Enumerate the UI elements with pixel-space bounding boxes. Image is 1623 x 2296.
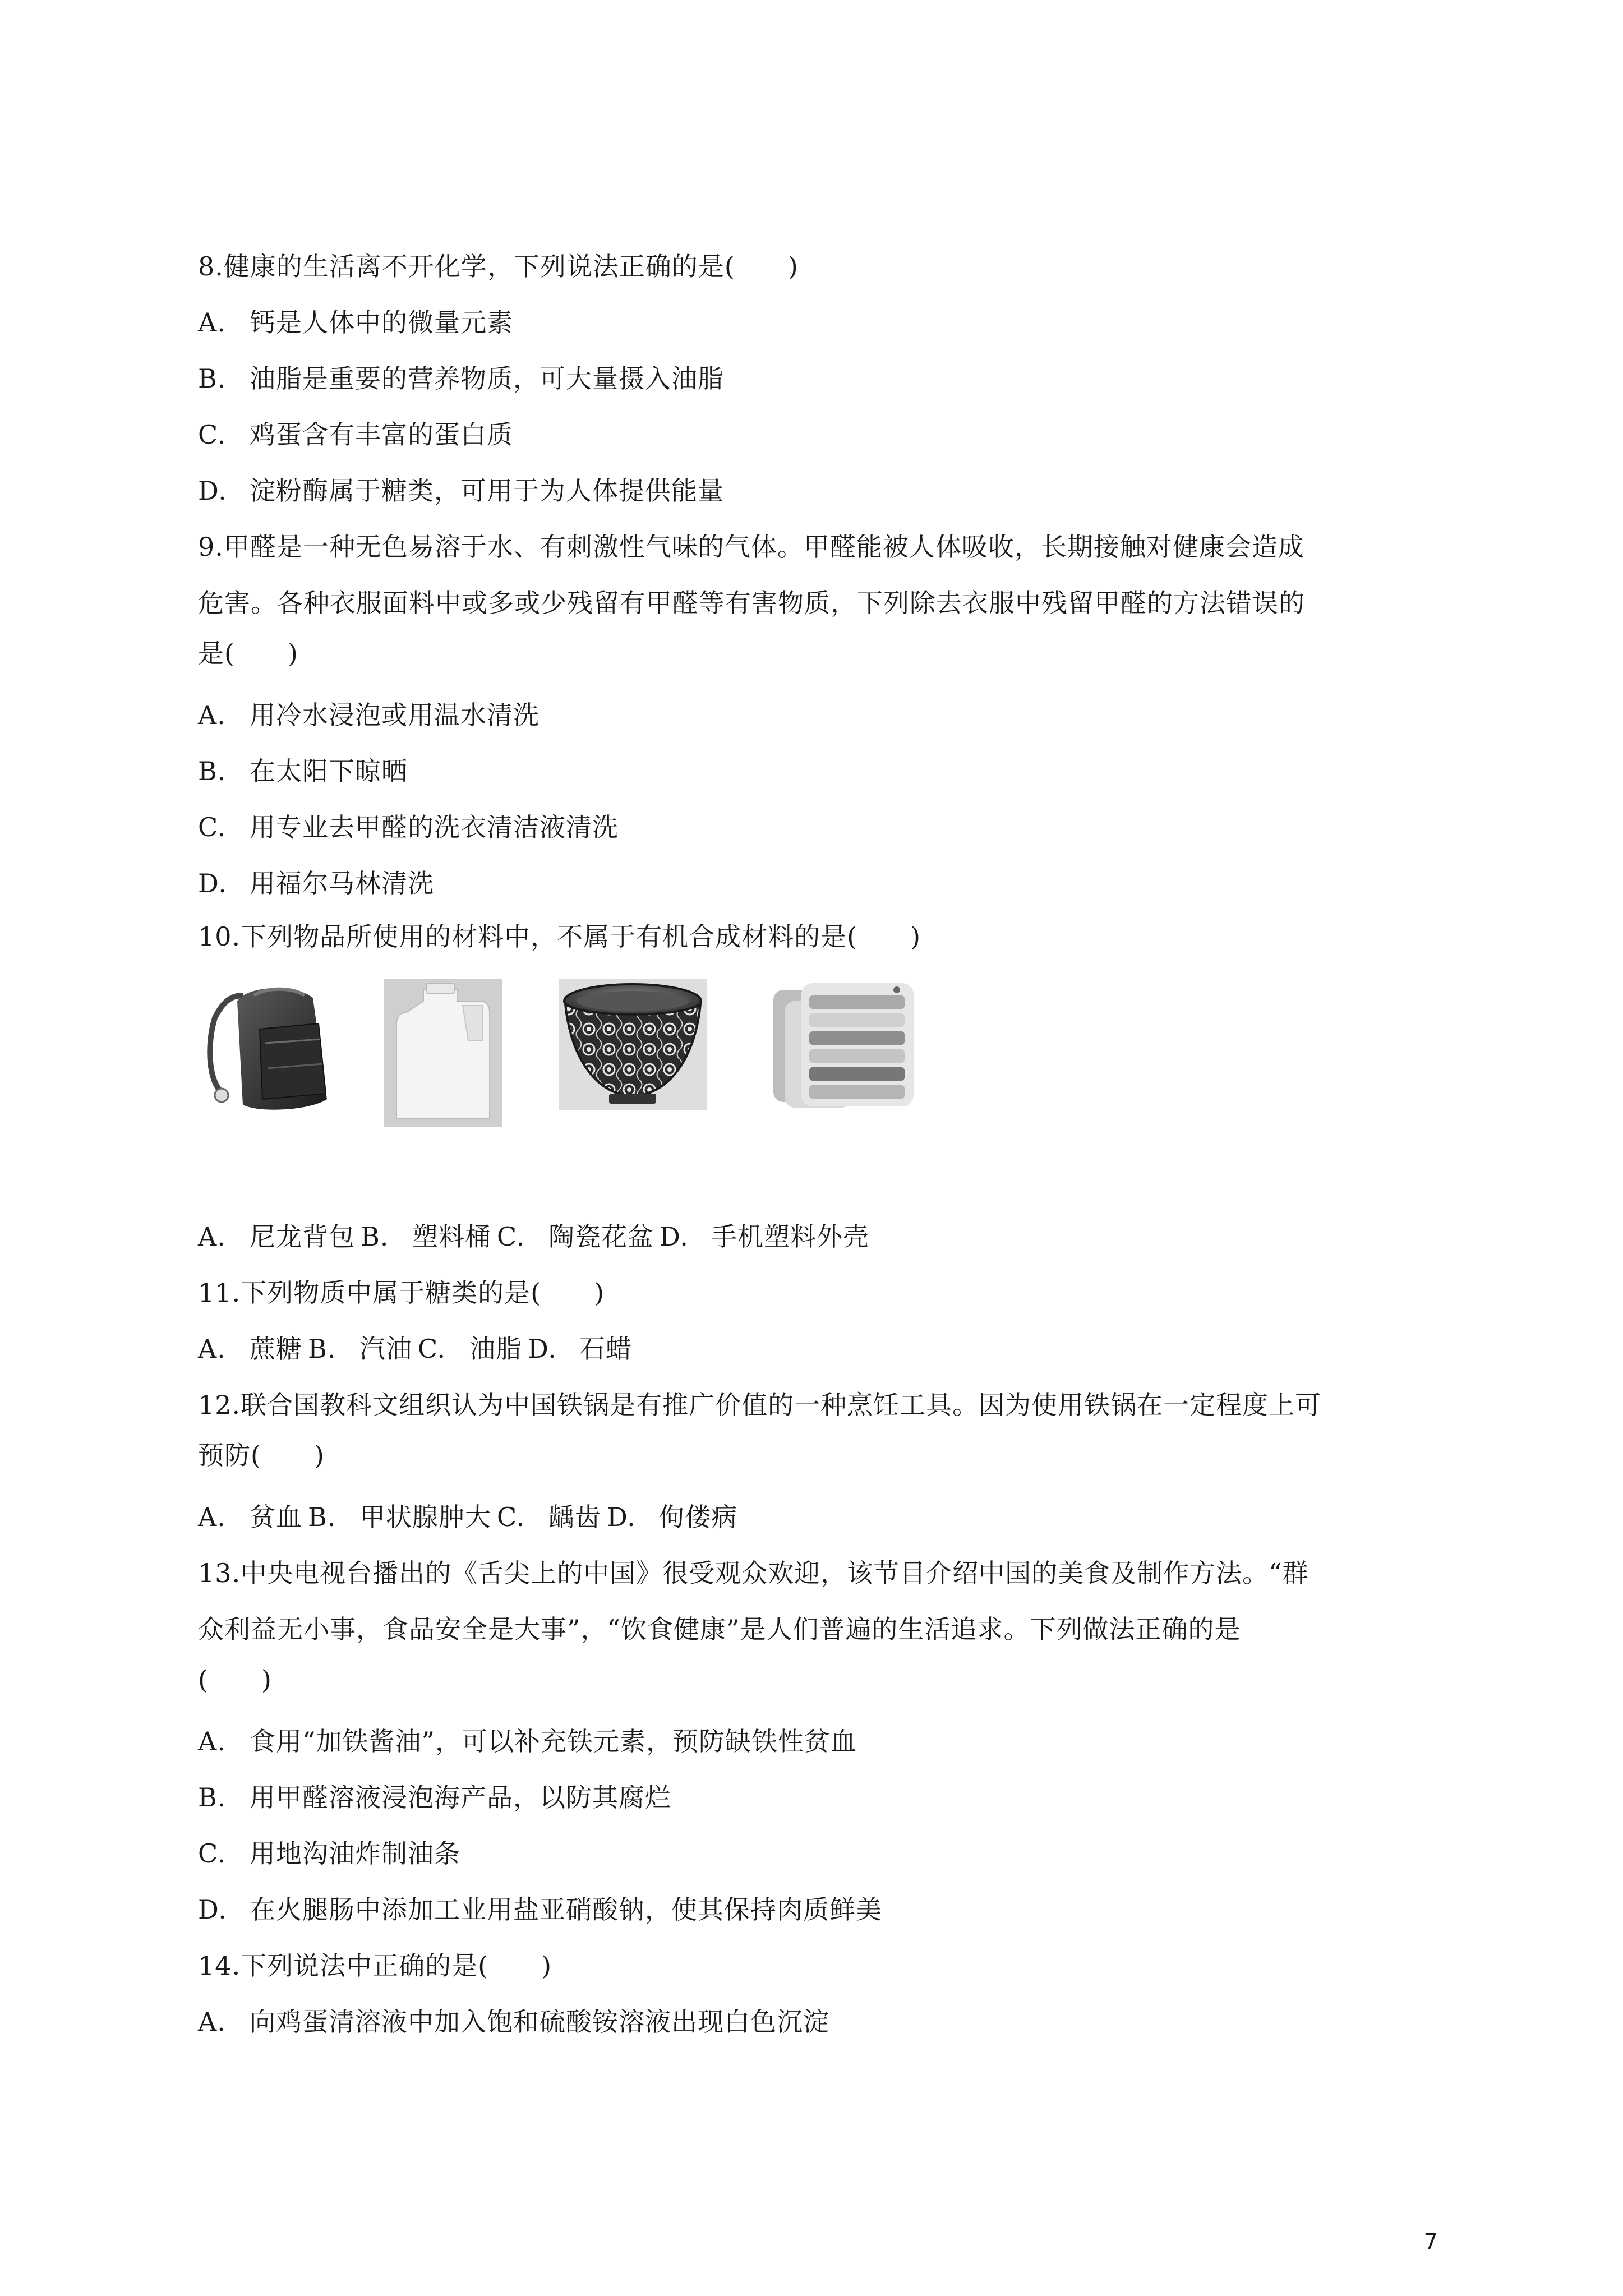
option-letter: A. — [198, 2007, 226, 2037]
option-letter: B. — [198, 756, 227, 786]
option-letter: A. — [198, 1334, 226, 1364]
option-text: 塑料桶 — [412, 1221, 491, 1252]
option-letter: B. — [308, 1334, 336, 1364]
option-text: 在火腿肠中添加工业用盐亚硝酸钠，使其保持肉质鲜美 — [250, 1894, 882, 1925]
q13-option-b — [198, 1781, 671, 1814]
option-letter: C. — [198, 419, 227, 450]
option-letter: B. — [198, 1782, 227, 1813]
option-letter: A. — [198, 1502, 226, 1532]
q10-options — [198, 1220, 869, 1253]
q14-stem: 14.下列说法中正确的是( ) — [198, 1951, 552, 1981]
q13-option-c — [198, 1837, 460, 1870]
option-letter: C. — [497, 1502, 525, 1532]
option-text: 钙是人体中的微量元素 — [250, 307, 513, 338]
option-text: 用专业去甲醛的洗衣清洁液清洗 — [250, 812, 619, 842]
q11-stem: 11.下列物质中属于糖类的是( ) — [198, 1278, 605, 1308]
q9-option-b — [198, 754, 408, 788]
option-text: 向鸡蛋清溶液中加入饱和硫酸铵溶液出现白色沉淀 — [250, 2007, 829, 2037]
q9-option-c — [198, 810, 619, 844]
option-letter: A. — [198, 1221, 226, 1252]
phone-cases-icon — [768, 979, 916, 1110]
option-letter: D. — [198, 476, 227, 506]
option-letter: D. — [528, 1334, 557, 1364]
q8-option-a — [198, 306, 513, 339]
option-letter: D. — [607, 1502, 636, 1532]
option-text: 油脂是重要的营养物质，可大量摄入油脂 — [250, 363, 724, 394]
option-letter: B. — [198, 363, 227, 394]
porcelain-pot-icon — [559, 979, 707, 1110]
option-text: 用福尔马林清洗 — [250, 868, 434, 898]
option-letter: D. — [198, 868, 227, 898]
q9-stem-line-2: 危害。各种衣服面料中或多或少残留有甲醛等有害物质，下列除去衣服中残留甲醛的方法错误的 — [198, 588, 1305, 618]
option-letter: C. — [497, 1221, 525, 1252]
q10-stem: 10.下列物品所使用的材料中，不属于有机合成材料的是( ) — [198, 921, 921, 952]
option-letter: A. — [198, 1726, 226, 1756]
page-number: 7 — [1423, 2229, 1438, 2255]
plastic-bucket-icon — [384, 979, 502, 1127]
q9-stem-line-1: 9.甲醛是一种无色易溶于水、有刺激性气味的气体。甲醛能被人体吸收，长期接触对健康会造成 — [198, 532, 1304, 562]
q8-option-c — [198, 418, 513, 451]
option-text: 陶瓷花盆 — [548, 1221, 654, 1252]
option-text: 贫血 — [250, 1502, 302, 1532]
backpack-icon — [198, 979, 338, 1119]
option-text: 淀粉酶属于糖类，可用于为人体提供能量 — [250, 476, 724, 506]
option-letter: C. — [198, 1838, 227, 1869]
q11-options — [198, 1332, 632, 1366]
option-text: 甲状腺肿大 — [359, 1502, 491, 1532]
q9-stem-line-3: 是( ) — [198, 638, 298, 668]
option-text: 石蜡 — [579, 1334, 632, 1364]
option-text: 佝偻病 — [658, 1502, 737, 1532]
option-letter: B. — [308, 1502, 336, 1532]
q12-stem-line-1: 12.联合国教科文组织认为中国铁锅是有推广价值的一种烹饪工具。因为使用铁锅在一定程度上可 — [198, 1390, 1322, 1420]
q12-stem-line-2: 预防( ) — [198, 1440, 325, 1470]
q9-option-d — [198, 866, 434, 900]
option-letter: C. — [198, 812, 227, 842]
option-text: 蔗糖 — [250, 1334, 302, 1364]
q13-option-a — [198, 1725, 857, 1758]
q14-option-a — [198, 2005, 829, 2039]
q8-option-b — [198, 362, 724, 395]
option-text: 鸡蛋含有丰富的蛋白质 — [250, 419, 513, 450]
option-text: 龋齿 — [548, 1502, 601, 1532]
q13-stem-line-3: ( ) — [198, 1665, 272, 1695]
q8-stem: 8.健康的生活离不开化学，下列说法正确的是( ) — [198, 251, 799, 282]
option-text: 尼龙背包 — [250, 1221, 355, 1252]
option-text: 手机塑料外壳 — [711, 1221, 869, 1252]
option-text: 在太阳下晾晒 — [250, 756, 408, 786]
option-letter: A. — [198, 307, 226, 338]
q13-stem-line-1: 13.中央电视台播出的《舌尖上的中国》很受观众欢迎，该节目介绍中国的美食及制作方法。“群 — [198, 1558, 1309, 1588]
option-letter: D. — [660, 1221, 689, 1252]
q13-stem-line-2: 众利益无小事，食品安全是大事”，“饮食健康”是人们普遍的生活追求。下列做法正确的是 — [198, 1614, 1241, 1644]
q10-figures — [198, 979, 938, 1130]
q9-option-a — [198, 698, 540, 732]
q12-options — [198, 1500, 737, 1534]
option-text: 用地沟油炸制油条 — [250, 1838, 460, 1869]
option-text: 汽油 — [359, 1334, 412, 1364]
option-letter: D. — [198, 1894, 227, 1925]
q13-option-d — [198, 1893, 882, 1926]
option-text: 用冷水浸泡或用温水清洗 — [250, 700, 540, 730]
option-letter: B. — [361, 1221, 389, 1252]
option-text: 油脂 — [469, 1334, 522, 1364]
option-letter: A. — [198, 700, 226, 730]
q8-option-d — [198, 474, 724, 508]
option-letter: C. — [418, 1334, 446, 1364]
option-text: 食用“加铁酱油”，可以补充铁元素，预防缺铁性贫血 — [250, 1726, 857, 1756]
option-text: 用甲醛溶液浸泡海产品，以防其腐烂 — [250, 1782, 671, 1813]
